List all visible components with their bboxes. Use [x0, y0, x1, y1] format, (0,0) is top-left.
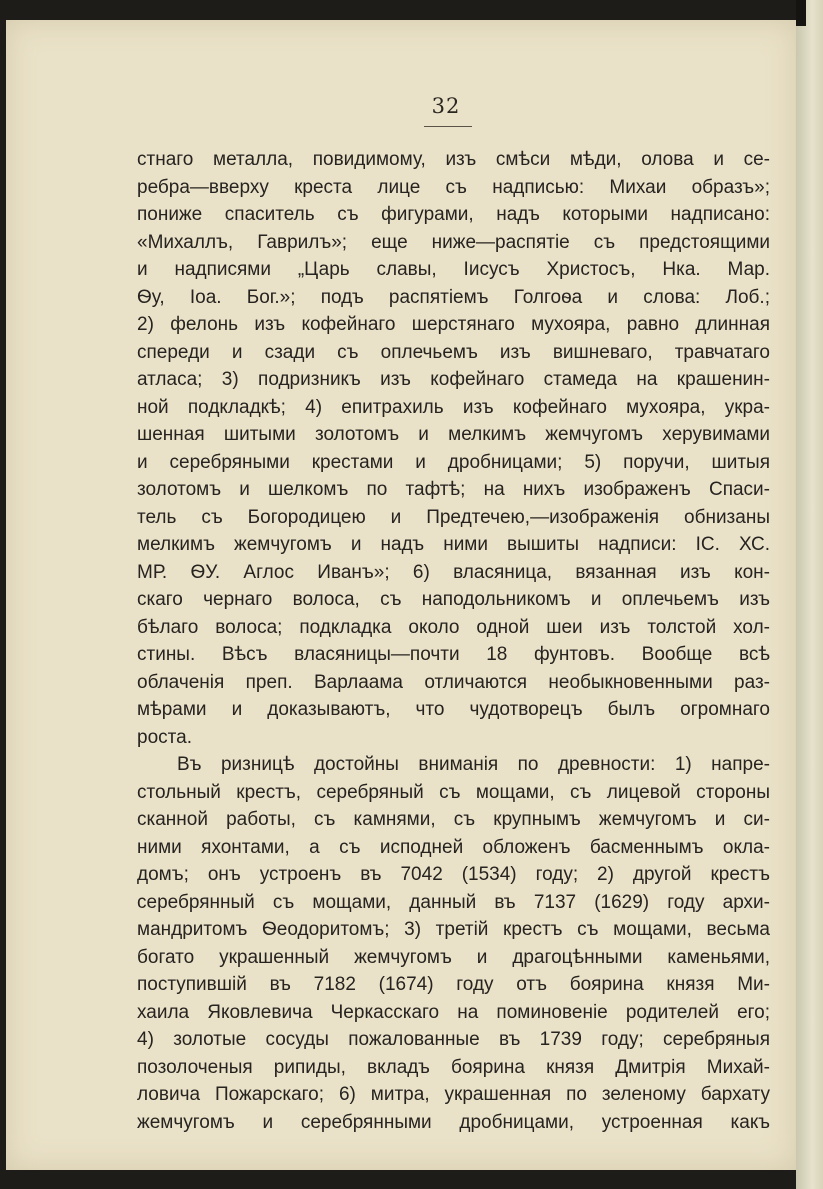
text-line: скаго чернаго волоса, съ наподольникомъ и оплечьемъ изъ — [137, 589, 770, 610]
text-line: позолоченыя рипиды, вкладъ боярина князя Дмитрія Михай- — [137, 1056, 770, 1078]
text-line: ловича Пожарскаго; 6) митра, украшенная по зеленому бархату — [137, 1084, 770, 1105]
page-number-rule — [424, 126, 472, 127]
text-line: Въ ризницѣ достойны вниманія по древности: 1) напре- — [177, 754, 770, 775]
text-line: спереди и сзади съ оплечьемъ изъ вишневаго, травчатаго — [137, 341, 770, 363]
text-line: жемчугомъ и серебрянными дробницами, устроенная какъ — [137, 1111, 770, 1133]
text-line: стнаго металла, повидимому, изъ смѣси мѣди, олова и се- — [137, 149, 770, 170]
book-page — [6, 20, 796, 1170]
text-line: Ѳу, Іоа. Бог.»; подъ распятіемъ Голгоѳа и слова: Лоб.; — [137, 286, 770, 308]
text-line: стины. Вѣсъ власяницы—почти 18 фунтовъ. Вообще всѣ — [137, 644, 770, 665]
text-line: мѣрами и доказываютъ, что чудотворецъ былъ огромнаго — [137, 699, 770, 720]
text-line: ной подкладкѣ; 4) епитрахиль изъ кофейнаго мухояра, укра- — [137, 396, 770, 418]
text-line: МР. ѲУ. Аглос Иванъ»; 6) власяница, вязанная изъ кон- — [137, 561, 770, 583]
text-line: «Михаллъ, Гаврилъ»; еще ниже—распятіе съ предстоящими — [137, 231, 770, 253]
text-line: 4) золотые сосуды пожалованные въ 1739 году; серебряныя — [137, 1029, 770, 1050]
body-text — [137, 146, 770, 1136]
paragraph-1 — [137, 146, 770, 751]
scan-border-corner — [796, 0, 806, 26]
text-line: ними яхонтами, а съ исподней обложенъ басменнымъ окла- — [137, 836, 770, 858]
text-line: стольный крестъ, серебряный съ мощами, съ лицевой стороны — [137, 781, 770, 803]
text-line: поступившій въ 7182 (1674) году отъ боярина князя Ми- — [137, 974, 770, 995]
page-number: 32 — [431, 94, 461, 118]
text-line: роста. — [137, 726, 192, 748]
text-line: пониже спаситель съ фигурами, надъ которыми надписано: — [137, 204, 770, 225]
text-line: тель съ Богородицею и Предтечею,—изображенія обнизаны — [137, 506, 770, 528]
text-line: мелкимъ жемчугомъ и надъ ними вышиты надписи: ІС. ХС. — [137, 534, 770, 555]
text-line: богато украшенный жемчугомъ и драгоцѣнными каменьями, — [137, 946, 770, 968]
paragraph-2 — [137, 751, 770, 1136]
text-line: облаченія преп. Варлаама отличаются необыкновенными раз- — [137, 671, 770, 693]
text-line: домъ; онъ устроенъ въ 7042 (1534) году; 2) другой крестъ — [137, 864, 770, 885]
text-line: атласа; 3) подризникъ изъ кофейнаго стамеда на крашенин- — [137, 369, 770, 390]
text-line: бѣлаго волоса; подкладка около одной шеи изъ толстой хол- — [137, 616, 770, 638]
text-line: ребра—вверху креста лице съ надписью: Михаи образъ»; — [137, 176, 770, 198]
text-line: сканной работы, съ камнями, съ крупнымъ жемчугомъ и си- — [137, 809, 770, 830]
text-line: серебрянный съ мощами, данный въ 7137 (1629) году архи- — [137, 891, 770, 913]
text-line: и надписями „Царь славы, Іисусъ Христосъ, Нка. Мар. — [137, 259, 770, 280]
text-line: хаила Яковлевича Черкасскаго на поминовеніе родителей его; — [137, 1001, 770, 1023]
text-line: мандритомъ Ѳеодоритомъ; 3) третій крестъ съ мощами, весьма — [137, 919, 770, 940]
adjacent-page-edge — [796, 0, 823, 1189]
text-line: шенная шитыми золотомъ и мелкимъ жемчугомъ херувимами — [137, 424, 770, 445]
text-line: и серебряными крестами и дробницами; 5) поручи, шитыя — [137, 451, 770, 473]
text-line: 2) фелонь изъ кофейнаго шерстянаго мухояра, равно длинная — [137, 314, 770, 335]
text-line: золотомъ и шелкомъ по тафтѣ; на нихъ изображенъ Спаси- — [137, 479, 770, 500]
